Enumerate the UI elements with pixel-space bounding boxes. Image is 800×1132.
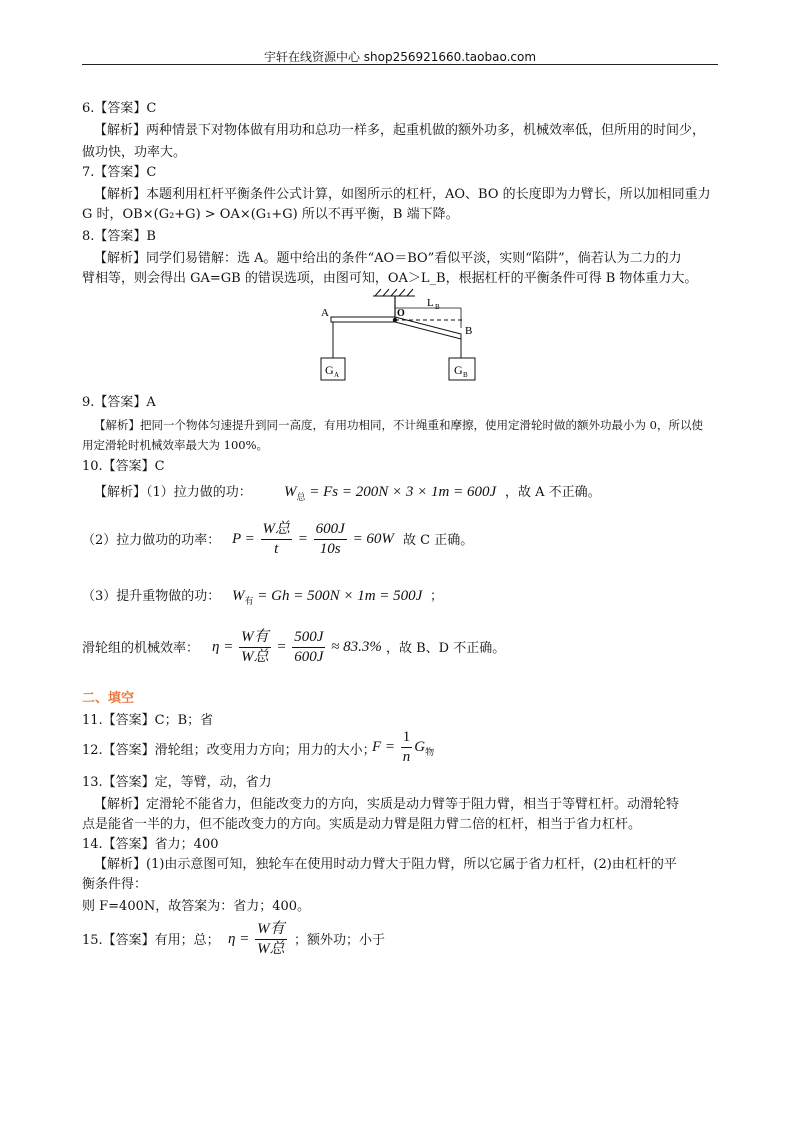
label-o: O (397, 308, 405, 319)
q11-answer: 11.【答案】C；B；省 (82, 713, 214, 728)
header-rule (82, 64, 718, 65)
label-lb-sub: B (435, 303, 440, 311)
page-header: 宇轩在线资源中心 shop256921660.taobao.com (263, 50, 537, 64)
q14-answer: 14.【答案】省力；400 (82, 837, 219, 852)
q6-answer: 6.【答案】C (82, 101, 157, 116)
label-gb-sub: B (463, 371, 468, 379)
q13-analysis: 【解析】定滑轮不能省力，但能改变力的方向，实质是动力臂等于阻力臂，相当于等臂杠杆。动滑轮特 (94, 797, 680, 812)
q6-analysis: 【解析】两种情景下对物体做有用功和总功一样多，起重机做的额外功多，机械效率低，但所用的时间少， (94, 123, 706, 138)
q12-formula: F = $\frac{1}{n}$ $G_物$ (372, 729, 435, 765)
q9-analysis-cont: 用定滑轮时机械效率最大为 100%。 (82, 438, 269, 452)
q7-analysis-cont: G 时，OB×(G₂+G) > OA×(G₁+G) 所以不再平衡，B 端下降。 (82, 207, 459, 222)
section-title: 二、填空 (82, 691, 135, 706)
q10-answer: 10.【答案】C (82, 459, 165, 474)
q10-step1-note: ，故 A 不正确。 (505, 485, 601, 500)
q10-step3-label: （3）提升重物做的功： (82, 589, 221, 604)
q14-analysis-result: 则 F=400N，故答案为：省力；400。 (82, 899, 311, 914)
q13-analysis-cont: 点是能省一半的力，但不能改变力的方向。实质是动力臂是阻力臂二倍的杠杆，相当于省力杠杆。 (82, 817, 642, 832)
q10-step2-note: 故 C 正确。 (403, 533, 474, 548)
q8-analysis: 【解析】同学们易错解：选 A。题中给出的条件“AO＝BO”看似平淡，实则“陷阱”，倘若认为二力的力 (94, 251, 682, 266)
q6-analysis-cont: 做功快，功率大。 (82, 145, 187, 160)
q10-step3-formula: $W_有 = Gh = 500N \times 1m = 500J$ (232, 588, 423, 606)
q10-step2-formula: P = $\frac{\text{W总}}{t}$ = $\frac{600J}{10s}$ = 60W (232, 521, 394, 557)
q7-analysis: 【解析】本题利用杠杆平衡条件公式计算，如图所示的杠杆，AO、BO 的长度即为力臂长，所以加相同重力 (94, 187, 711, 202)
q10-step4-formula: η = $\frac{\text{W有}}{\text{W总}}$ = $\frac{500J}{600J}$ ≈ 83.3% (212, 629, 382, 665)
q7-answer: 7.【答案】C (82, 165, 157, 180)
q9-analysis: 【解析】把同一个物体匀速提升到同一高度，有用功相同，不计绳重和摩擦，使用定滑轮时做的额外功最小为 0，所以使 (94, 418, 703, 432)
label-gb: G (454, 363, 463, 377)
label-b: B (465, 325, 473, 337)
q10-step1-label: 【解析】（1）拉力做的功： (94, 485, 252, 500)
label-a: A (321, 307, 329, 319)
ceiling-hatch (373, 289, 415, 296)
label-ga: G (325, 363, 334, 377)
q12-answer: 12.【答案】滑轮组；改变用力方向；用力的大小； (82, 743, 376, 758)
lever-figure (315, 288, 505, 388)
q9-answer: 9.【答案】A (82, 395, 156, 410)
q15-formula: η = $\frac{\text{W有}}{\text{W总}}$ (228, 921, 285, 957)
q10-step4-label: 滑轮组的机械效率： (82, 641, 200, 656)
q10-step1-formula: $W_总 = Fs = 200N \times 3 \times 1m = 600J$ (284, 484, 497, 502)
q10-step4-note: ，故 B、D 不正确。 (386, 641, 506, 656)
label-ga-sub: A (334, 371, 340, 379)
q10-step3-note: ； (430, 589, 444, 604)
q8-analysis-cont: 臂相等，则会得出 GA=GB 的错误选项，由图可知，OA＞L_B，根据杠杆的平衡条件可得 B 物体重力大。 (82, 271, 698, 286)
q14-analysis: 【解析】(1)由示意图可知，独轮车在使用时动力臂大于阻力臂，所以它属于省力杠杆，(2)由杠杆的平 (94, 857, 677, 872)
q13-answer: 13.【答案】定，等臂，动，省力 (82, 775, 272, 790)
q15-tail: ；额外功；小于 (294, 933, 386, 948)
q14-analysis-cont: 衡条件得： (82, 877, 148, 892)
q8-answer: 8.【答案】B (82, 229, 156, 244)
q10-step2-label: （2）拉力做功的功率： (82, 533, 221, 548)
label-lb: L (427, 297, 434, 309)
lever-bar-left (331, 317, 395, 322)
q15-answer: 15.【答案】有用；总； (82, 933, 220, 948)
